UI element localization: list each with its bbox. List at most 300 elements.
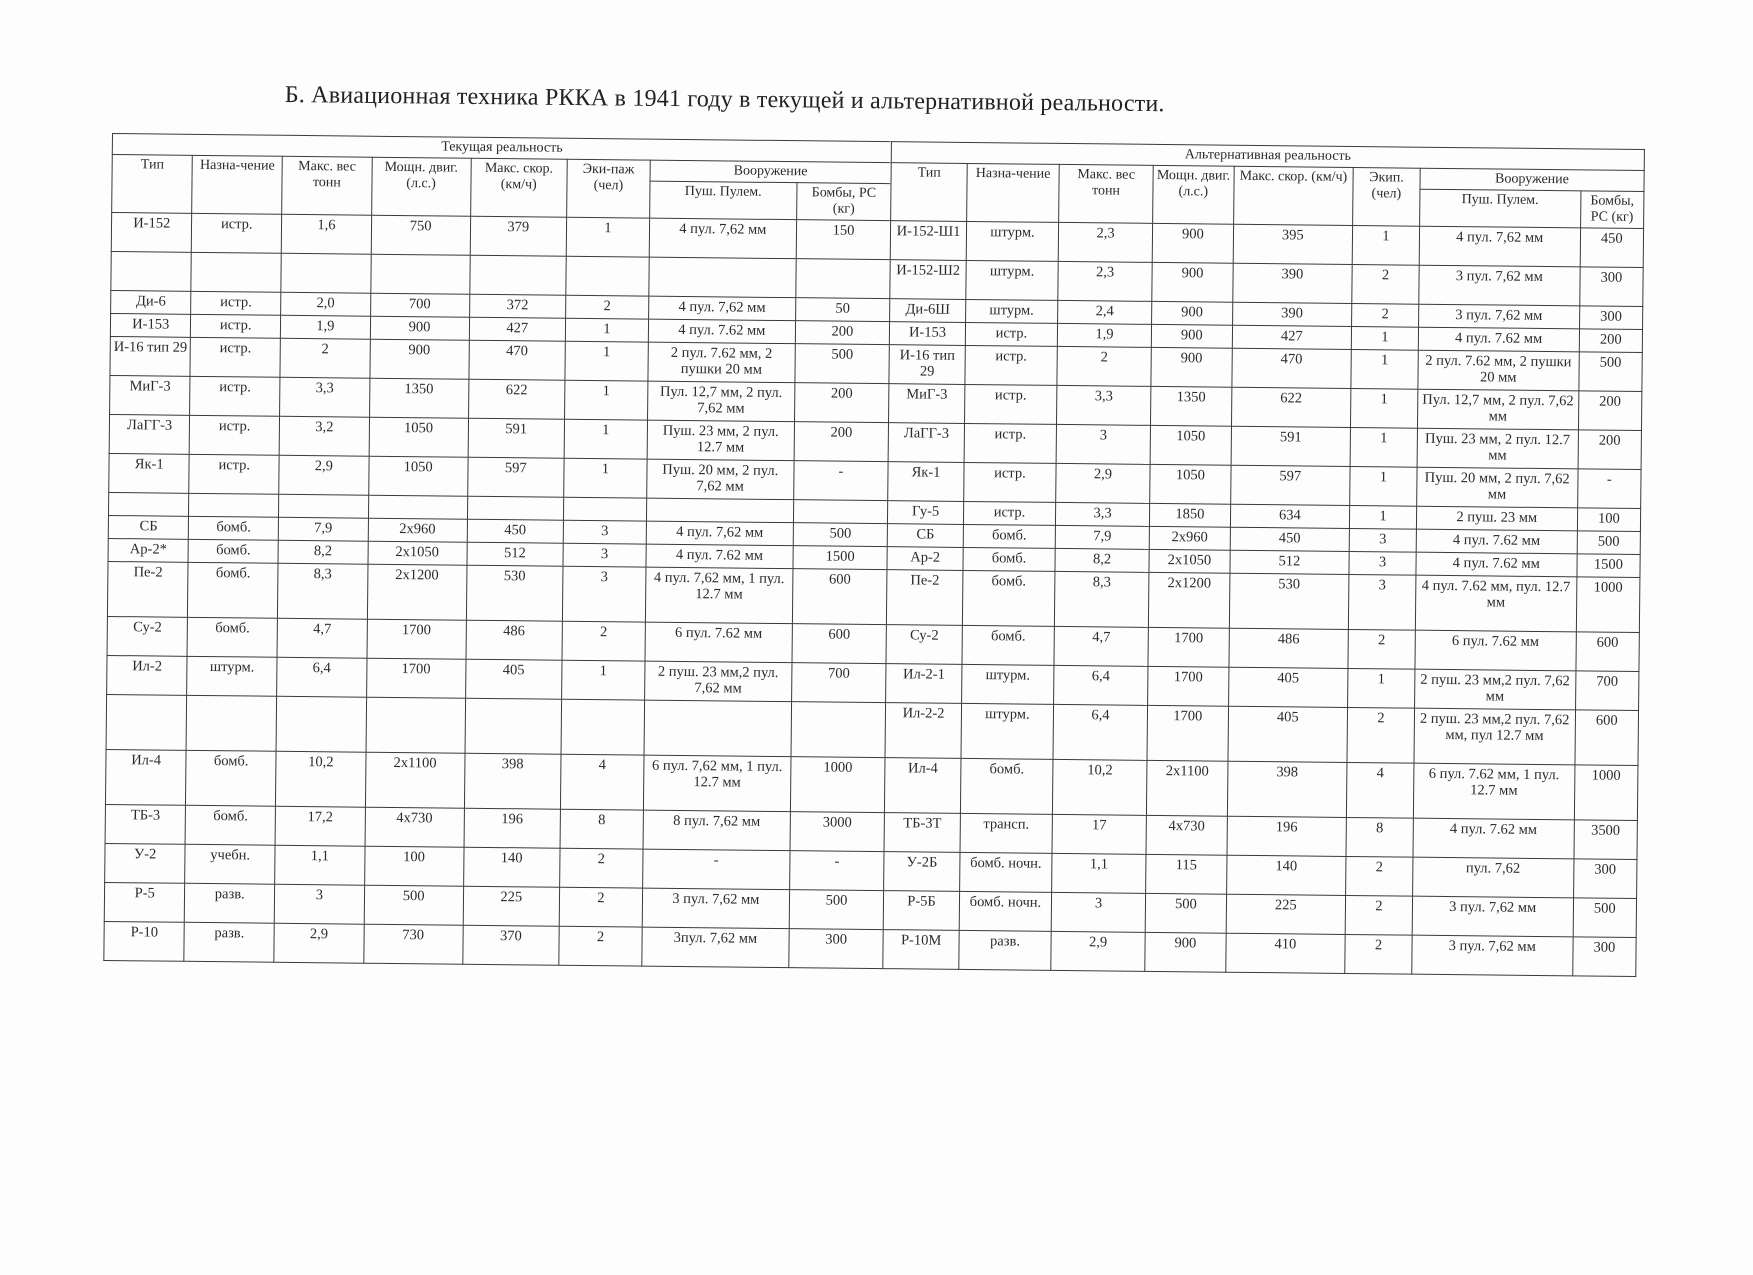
cell-current-purpose: бомб.	[185, 805, 275, 845]
cell-alt-power: 2х1200	[1149, 572, 1230, 628]
cell-current-crew: 3	[562, 566, 645, 622]
cell-alt-type: ЛаГГ-3	[888, 423, 964, 463]
cell-alt-purpose: бомб.	[963, 524, 1055, 548]
cell-current-crew	[566, 256, 649, 296]
cell-current-purpose: бомб.	[187, 617, 277, 657]
cell-alt-speed: 395	[1233, 224, 1353, 264]
cell-current-crew: 1	[562, 660, 645, 700]
cell-current-guns: 6 пул. 7,62 мм, 1 пул. 12.7 мм	[643, 755, 791, 812]
cell-alt-speed: 470	[1232, 348, 1352, 388]
cell-alt-speed: 512	[1230, 550, 1350, 574]
cell-alt-weight: 7,9	[1055, 525, 1149, 549]
cell-current-weight: 2,9	[274, 923, 364, 963]
cell-current-crew: 2	[566, 295, 649, 319]
cell-alt-type: И-152-Ш2	[890, 260, 966, 300]
cell-alt-type: И-16 тип 29	[889, 345, 965, 385]
cell-current-crew: 2	[560, 848, 643, 888]
cell-alt-power: 1700	[1147, 705, 1228, 761]
cell-current-power: 2х1200	[367, 564, 466, 620]
header-crew-alt: Экип. (чел)	[1353, 168, 1420, 227]
cell-current-type: Ил-2	[107, 655, 188, 695]
cell-alt-type: Ил-4	[885, 758, 961, 814]
cell-alt-power: 1700	[1148, 627, 1229, 667]
cell-current-guns: 3пул. 7,62 мм	[642, 927, 789, 968]
cell-current-purpose	[189, 493, 279, 517]
cell-current-speed: 370	[462, 925, 559, 965]
cell-alt-guns: 4 пул. 7,62 мм	[1419, 226, 1580, 267]
cell-current-bombs: 1000	[790, 757, 885, 813]
cell-current-type: Р-10	[104, 921, 185, 961]
cell-current-bombs: 700	[791, 663, 886, 703]
cell-current-purpose: бомб.	[186, 750, 276, 806]
cell-alt-purpose: бомб.	[962, 570, 1055, 626]
cell-current-purpose: штурм.	[187, 656, 277, 696]
cell-alt-purpose: штурм.	[962, 664, 1054, 704]
cell-alt-purpose: истр.	[964, 423, 1056, 463]
table-body	[104, 213, 1644, 977]
cell-alt-speed: 486	[1229, 628, 1349, 668]
cell-current-bombs: 300	[789, 929, 884, 969]
cell-current-guns: 4 пул. 7,62 мм	[649, 218, 796, 259]
cell-current-power: 2х1050	[368, 541, 467, 565]
cell-current-type	[111, 251, 192, 291]
cell-alt-weight: 3	[1056, 424, 1151, 464]
cell-alt-type: Ар-2	[887, 547, 963, 571]
cell-current-crew	[561, 699, 644, 755]
cell-alt-purpose: штурм.	[966, 221, 1058, 261]
cell-alt-weight: 3,3	[1056, 385, 1151, 425]
cell-current-purpose: истр.	[190, 376, 280, 416]
cell-current-speed: 140	[463, 847, 560, 887]
cell-current-speed: 225	[463, 886, 560, 926]
cell-current-power: 900	[370, 316, 469, 340]
cell-alt-bombs: 600	[1576, 632, 1640, 672]
cell-current-guns: Пул. 12,7 мм, 2 пул. 7,62 мм	[647, 381, 794, 422]
cell-current-purpose: истр.	[190, 337, 280, 377]
cell-current-crew: 1	[566, 217, 649, 257]
cell-current-purpose: истр.	[190, 415, 280, 455]
cell-alt-speed: 530	[1229, 573, 1349, 629]
cell-alt-type: У-2Б	[884, 852, 960, 892]
cell-current-guns: 8 пул. 7,62 мм	[643, 810, 790, 851]
cell-current-type: И-152	[111, 213, 192, 253]
cell-alt-guns: 2 пуш. 23 мм,2 пул. 7,62 мм	[1414, 669, 1575, 710]
cell-current-crew: 1	[564, 419, 647, 459]
cell-current-bombs: 500	[789, 890, 884, 930]
cell-current-guns: -	[642, 849, 789, 890]
cell-current-type: ТБ-3	[105, 804, 186, 844]
cell-alt-crew: 1	[1352, 225, 1419, 265]
header-bombs-alt: Бомбы, РС (кг)	[1580, 191, 1644, 229]
cell-alt-bombs: 450	[1580, 228, 1644, 268]
cell-alt-power: 1350	[1151, 386, 1232, 426]
cell-current-purpose	[186, 695, 276, 751]
cell-current-bombs: 1500	[793, 546, 888, 570]
cell-current-crew: 3	[563, 543, 646, 567]
cell-current-speed: 398	[464, 753, 561, 809]
cell-alt-type: Р-5Б	[883, 891, 959, 931]
header-purpose-alt: Назна-чение	[967, 163, 1060, 222]
aircraft-table-wrapper	[103, 133, 1645, 977]
cell-current-bombs: -	[794, 461, 889, 501]
cell-alt-purpose: бомб.	[960, 758, 1053, 814]
cell-alt-bombs: 500	[1579, 352, 1643, 392]
cell-current-weight: 1,1	[275, 845, 365, 885]
cell-current-weight	[281, 253, 371, 293]
cell-current-speed: 622	[468, 379, 565, 419]
cell-alt-purpose: штурм.	[966, 260, 1058, 300]
cell-current-crew	[564, 497, 647, 521]
cell-alt-crew: 3	[1348, 574, 1415, 630]
cell-alt-weight: 2,4	[1057, 300, 1151, 324]
cell-alt-crew: 4	[1347, 762, 1414, 818]
cell-alt-speed: 634	[1230, 504, 1350, 528]
cell-current-guns: Пуш. 23 мм, 2 пул. 12.7 мм	[647, 420, 794, 461]
cell-current-guns: 4 пул. 7,62 мм	[646, 521, 793, 546]
cell-alt-bombs: 700	[1575, 671, 1639, 711]
cell-current-weight: 8,2	[278, 540, 368, 564]
cell-current-crew: 1	[565, 341, 648, 381]
cell-current-power: 2х1100	[365, 752, 464, 808]
cell-alt-power: 115	[1146, 854, 1227, 894]
header-speed-alt: Макс. скор. (км/ч)	[1233, 166, 1353, 225]
cell-current-bombs	[793, 500, 888, 524]
cell-current-type: ЛаГГ-3	[109, 414, 190, 454]
header-purpose: Назна-чение	[192, 155, 282, 214]
cell-current-speed: 427	[469, 317, 566, 341]
cell-current-bombs: 500	[795, 344, 890, 384]
cell-alt-weight: 4,7	[1054, 626, 1149, 666]
cell-alt-purpose: штурм.	[966, 299, 1058, 323]
header-armament: Вооружение	[650, 160, 892, 184]
header-crew: Эки-паж (чел)	[567, 159, 650, 218]
cell-current-type: Ди-6	[111, 290, 192, 314]
cell-alt-speed: 196	[1227, 816, 1347, 856]
cell-alt-guns: 4 пул. 7.62 мм, пул. 12.7 мм	[1415, 575, 1576, 632]
cell-alt-purpose: истр.	[964, 462, 1056, 502]
cell-current-type: И-16 тип 29	[110, 336, 191, 376]
cell-alt-power: 1050	[1150, 464, 1231, 504]
cell-current-purpose: истр.	[191, 291, 281, 315]
cell-alt-bombs: 200	[1578, 391, 1642, 431]
cell-alt-crew: 2	[1352, 264, 1419, 304]
cell-alt-speed: 390	[1232, 302, 1352, 326]
cell-alt-guns: 4 пул. 7.62 мм	[1418, 327, 1579, 352]
header-weight-alt: Макс. вес тонн	[1059, 164, 1154, 223]
cell-alt-weight: 2,3	[1058, 261, 1153, 301]
group-current: Текущая реальность	[112, 134, 891, 163]
cell-current-weight: 3,3	[280, 377, 370, 417]
cell-alt-crew: 1	[1348, 668, 1415, 708]
cell-current-type: СБ	[108, 515, 189, 539]
cell-alt-power: 900	[1151, 347, 1232, 387]
cell-current-power	[371, 254, 470, 294]
cell-current-power: 2х960	[368, 518, 467, 542]
cell-alt-guns: 4 пул. 7.62 мм	[1413, 818, 1574, 859]
cell-current-guns: 4 пул. 7,62 мм	[648, 296, 795, 321]
cell-alt-bombs: 600	[1575, 710, 1639, 766]
cell-alt-power: 900	[1151, 324, 1232, 348]
cell-current-weight: 3	[274, 884, 364, 924]
cell-current-bombs	[791, 702, 886, 758]
cell-alt-guns: 6 пул. 7.62 мм	[1415, 630, 1576, 671]
header-guns-alt: Пуш. Пулем.	[1419, 189, 1580, 228]
cell-current-guns: Пуш. 20 мм, 2 пул. 7,62 мм	[646, 459, 793, 500]
cell-current-speed: 530	[466, 565, 563, 621]
cell-alt-weight: 8,2	[1055, 548, 1149, 572]
cell-alt-type: МиГ-3	[889, 384, 965, 424]
cell-current-type	[106, 694, 187, 750]
cell-alt-speed: 450	[1230, 527, 1350, 551]
cell-alt-bombs: 100	[1577, 508, 1641, 532]
cell-current-weight: 3,2	[279, 416, 369, 456]
cell-current-purpose: разв.	[185, 883, 275, 923]
cell-alt-crew: 1	[1350, 505, 1417, 529]
cell-current-power: 1050	[369, 417, 468, 457]
cell-current-weight: 1,9	[280, 315, 370, 339]
cell-current-weight: 2,9	[279, 455, 369, 495]
cell-alt-bombs: 3500	[1574, 820, 1638, 860]
cell-current-speed	[467, 496, 564, 520]
cell-current-weight: 10,2	[276, 751, 366, 807]
cell-current-type: Ар-2*	[108, 538, 189, 562]
cell-current-type: МиГ-3	[110, 375, 191, 415]
cell-alt-weight: 10,2	[1052, 759, 1147, 815]
cell-current-speed: 379	[470, 216, 567, 256]
cell-current-crew: 2	[562, 621, 645, 661]
cell-current-power: 1700	[367, 619, 466, 659]
cell-alt-crew: 8	[1346, 817, 1413, 857]
cell-alt-type: Гу-5	[888, 501, 964, 525]
cell-current-purpose: бомб.	[188, 539, 278, 563]
cell-alt-crew: 2	[1345, 895, 1412, 935]
cell-alt-guns: 4 пул. 7.62 мм	[1416, 529, 1577, 554]
cell-current-bombs: 150	[796, 220, 891, 260]
cell-current-weight: 7,9	[278, 517, 368, 541]
cell-current-speed	[465, 698, 562, 754]
cell-alt-type: Су-2	[886, 625, 962, 665]
cell-alt-weight: 6,4	[1054, 665, 1149, 705]
cell-current-type: Р-5	[104, 882, 185, 922]
group-alternative: Альтернативная реальность	[891, 142, 1644, 171]
cell-current-crew: 4	[560, 754, 643, 810]
cell-alt-crew: 2	[1345, 934, 1412, 974]
cell-current-power: 1350	[369, 378, 468, 418]
cell-alt-purpose: штурм.	[961, 703, 1054, 759]
cell-alt-weight: 3	[1051, 892, 1146, 932]
cell-current-power: 750	[371, 215, 470, 255]
cell-alt-power: 2х1100	[1147, 760, 1228, 816]
cell-alt-purpose: бомб. ночн.	[959, 891, 1051, 931]
cell-alt-guns: 3 пул. 7,62 мм	[1418, 304, 1579, 329]
cell-alt-crew: 3	[1349, 551, 1416, 575]
cell-alt-speed: 398	[1227, 761, 1347, 817]
cell-alt-type: ТБ-3Т	[884, 813, 960, 853]
cell-alt-power: 900	[1145, 932, 1226, 972]
cell-alt-guns: 3 пул. 7,62 мм	[1412, 896, 1573, 937]
cell-alt-speed: 622	[1231, 387, 1351, 427]
cell-alt-guns: Пуш. 23 мм, 2 пул. 12.7 мм	[1417, 428, 1578, 469]
cell-current-weight	[279, 494, 369, 518]
cell-alt-power: 1850	[1150, 503, 1231, 527]
cell-alt-power: 2х960	[1149, 526, 1230, 550]
cell-current-guns: 4 пул. 7.62 мм	[648, 319, 795, 344]
cell-alt-weight: 1,9	[1057, 323, 1151, 347]
cell-current-power: 1050	[368, 456, 467, 496]
cell-current-bombs: 500	[793, 523, 888, 547]
cell-alt-bombs: 1500	[1577, 554, 1641, 578]
cell-current-power	[368, 495, 467, 519]
cell-current-purpose: бомб.	[188, 562, 278, 618]
cell-alt-power: 1050	[1150, 425, 1231, 465]
cell-current-bombs: 200	[794, 422, 889, 462]
cell-current-bombs: 3000	[790, 812, 885, 852]
cell-current-purpose: истр.	[189, 454, 279, 494]
cell-alt-speed: 390	[1232, 263, 1352, 303]
cell-current-type: Ил-4	[105, 749, 186, 805]
cell-alt-type: Ди-6Ш	[890, 299, 966, 323]
header-power-alt: Мощн. двиг. (л.с.)	[1153, 165, 1234, 224]
page-title: Б. Авиационная техника РККА в 1941 году в текущей и альтернативной реальности.	[284, 82, 1165, 118]
cell-alt-power: 500	[1145, 893, 1226, 933]
cell-alt-speed: 140	[1226, 855, 1346, 895]
cell-current-type: И-153	[110, 313, 191, 337]
cell-alt-purpose: истр.	[965, 322, 1057, 346]
cell-current-speed: 591	[468, 418, 565, 458]
cell-current-crew: 1	[565, 380, 648, 420]
cell-alt-guns: 2 пуш. 23 мм,2 пул. 7,62 мм, пул 12.7 мм	[1414, 708, 1575, 765]
cell-current-power: 730	[364, 924, 463, 964]
cell-alt-power: 4х730	[1146, 815, 1227, 855]
cell-alt-type: Р-10М	[883, 930, 959, 970]
cell-current-guns	[646, 498, 793, 523]
cell-current-speed: 372	[469, 294, 566, 318]
cell-alt-speed: 597	[1230, 465, 1350, 505]
cell-current-speed: 512	[467, 542, 564, 566]
cell-alt-bombs: 200	[1579, 329, 1643, 353]
cell-alt-crew: 3	[1349, 528, 1416, 552]
cell-current-speed: 597	[467, 457, 564, 497]
cell-alt-purpose: бомб.	[962, 625, 1054, 665]
cell-current-power	[366, 697, 465, 753]
cell-alt-guns: пул. 7,62	[1412, 857, 1573, 898]
cell-alt-bombs: 300	[1573, 859, 1637, 899]
header-bombs: Бомбы, РС (кг)	[797, 183, 892, 221]
cell-alt-bombs: 300	[1579, 267, 1643, 307]
cell-alt-bombs: 200	[1578, 430, 1642, 470]
cell-current-purpose: учебн.	[185, 844, 275, 884]
cell-alt-guns: Пуш. 20 мм, 2 пул. 7,62 мм	[1416, 467, 1577, 508]
cell-current-weight: 1,6	[281, 214, 371, 254]
cell-current-crew: 2	[559, 887, 642, 927]
cell-alt-speed: 591	[1231, 426, 1351, 466]
cell-alt-purpose: истр.	[965, 345, 1057, 385]
cell-alt-crew: 1	[1351, 349, 1418, 389]
cell-current-bombs: 200	[795, 321, 890, 345]
cell-alt-type: И-152-Ш1	[890, 221, 966, 261]
cell-current-weight	[276, 696, 366, 752]
cell-alt-weight: 3,3	[1055, 502, 1149, 526]
cell-alt-guns: 3 пул. 7,62 мм	[1412, 935, 1573, 976]
cell-alt-speed: 410	[1225, 933, 1345, 973]
header-type: Тип	[112, 155, 193, 214]
header-speed: Макс. скор. (км/ч)	[470, 158, 567, 217]
cell-current-type: У-2	[105, 843, 186, 883]
cell-current-weight: 2,0	[281, 292, 371, 316]
cell-current-crew: 1	[565, 318, 648, 342]
cell-alt-crew: 1	[1350, 466, 1417, 506]
cell-alt-bombs: 500	[1573, 898, 1637, 938]
cell-alt-weight: 6,4	[1053, 704, 1148, 760]
cell-current-weight: 2	[280, 338, 370, 378]
cell-current-purpose: истр.	[192, 213, 282, 253]
cell-alt-speed: 405	[1228, 706, 1348, 762]
cell-current-weight: 8,3	[277, 563, 367, 619]
cell-alt-power: 2х1050	[1149, 549, 1230, 573]
cell-current-crew: 3	[563, 520, 646, 544]
cell-alt-bombs: 1000	[1574, 765, 1638, 821]
cell-alt-bombs: 500	[1577, 531, 1641, 555]
cell-current-power: 4х730	[365, 807, 464, 847]
cell-current-power: 500	[364, 885, 463, 925]
cell-alt-guns: 2 пуш. 23 мм	[1416, 506, 1577, 531]
cell-current-weight: 17,2	[275, 806, 365, 846]
cell-current-power: 1700	[366, 658, 465, 698]
cell-alt-purpose: истр.	[963, 501, 1055, 525]
cell-alt-guns: 3 пул. 7,62 мм	[1419, 265, 1580, 306]
cell-alt-guns: 6 пул. 7.62 мм, 1 пул. 12.7 мм	[1413, 763, 1574, 820]
cell-current-guns: 6 пул. 7.62 мм	[645, 622, 792, 663]
cell-current-speed: 486	[466, 620, 563, 660]
cell-alt-weight: 2,3	[1058, 222, 1153, 262]
header-armament-alt: Вооружение	[1420, 168, 1644, 191]
header-power: Мощн. двиг. (л.с.)	[371, 157, 470, 216]
cell-alt-weight: 8,3	[1054, 571, 1149, 627]
cell-current-bombs: 50	[795, 298, 890, 322]
cell-current-guns	[644, 700, 792, 757]
cell-current-purpose: истр.	[191, 314, 281, 338]
cell-current-power: 700	[370, 293, 469, 317]
cell-current-crew: 8	[560, 809, 643, 849]
cell-current-weight: 6,4	[277, 657, 367, 697]
cell-alt-power: 900	[1152, 301, 1233, 325]
cell-current-guns: 4 пул. 7,62 мм, 1 пул. 12.7 мм	[645, 567, 793, 624]
cell-current-guns	[649, 257, 796, 298]
cell-current-guns: 4 пул. 7.62 мм	[646, 544, 793, 569]
cell-current-speed	[469, 255, 566, 295]
cell-alt-bombs: -	[1577, 469, 1641, 509]
cell-alt-bombs: 300	[1579, 306, 1643, 330]
header-guns: Пуш. Пулем.	[649, 181, 796, 220]
cell-alt-crew: 1	[1350, 427, 1417, 467]
cell-alt-crew: 1	[1351, 388, 1418, 428]
cell-alt-weight: 2	[1057, 346, 1152, 386]
cell-current-crew: 2	[559, 926, 642, 966]
cell-current-purpose: разв.	[184, 922, 274, 962]
cell-current-purpose: бомб.	[189, 516, 279, 540]
cell-alt-speed: 427	[1232, 325, 1352, 349]
cell-alt-purpose: бомб.	[963, 547, 1055, 571]
cell-alt-weight: 1,1	[1052, 853, 1147, 893]
cell-alt-crew: 2	[1347, 707, 1414, 763]
cell-current-type: Пе-2	[107, 561, 188, 617]
cell-current-speed: 470	[468, 340, 565, 380]
cell-alt-bombs: 300	[1572, 937, 1636, 977]
cell-current-bombs: 600	[792, 569, 887, 625]
cell-alt-type: Ил-2-1	[886, 664, 962, 704]
cell-alt-purpose: разв.	[959, 930, 1051, 970]
cell-alt-purpose: истр.	[965, 384, 1057, 424]
